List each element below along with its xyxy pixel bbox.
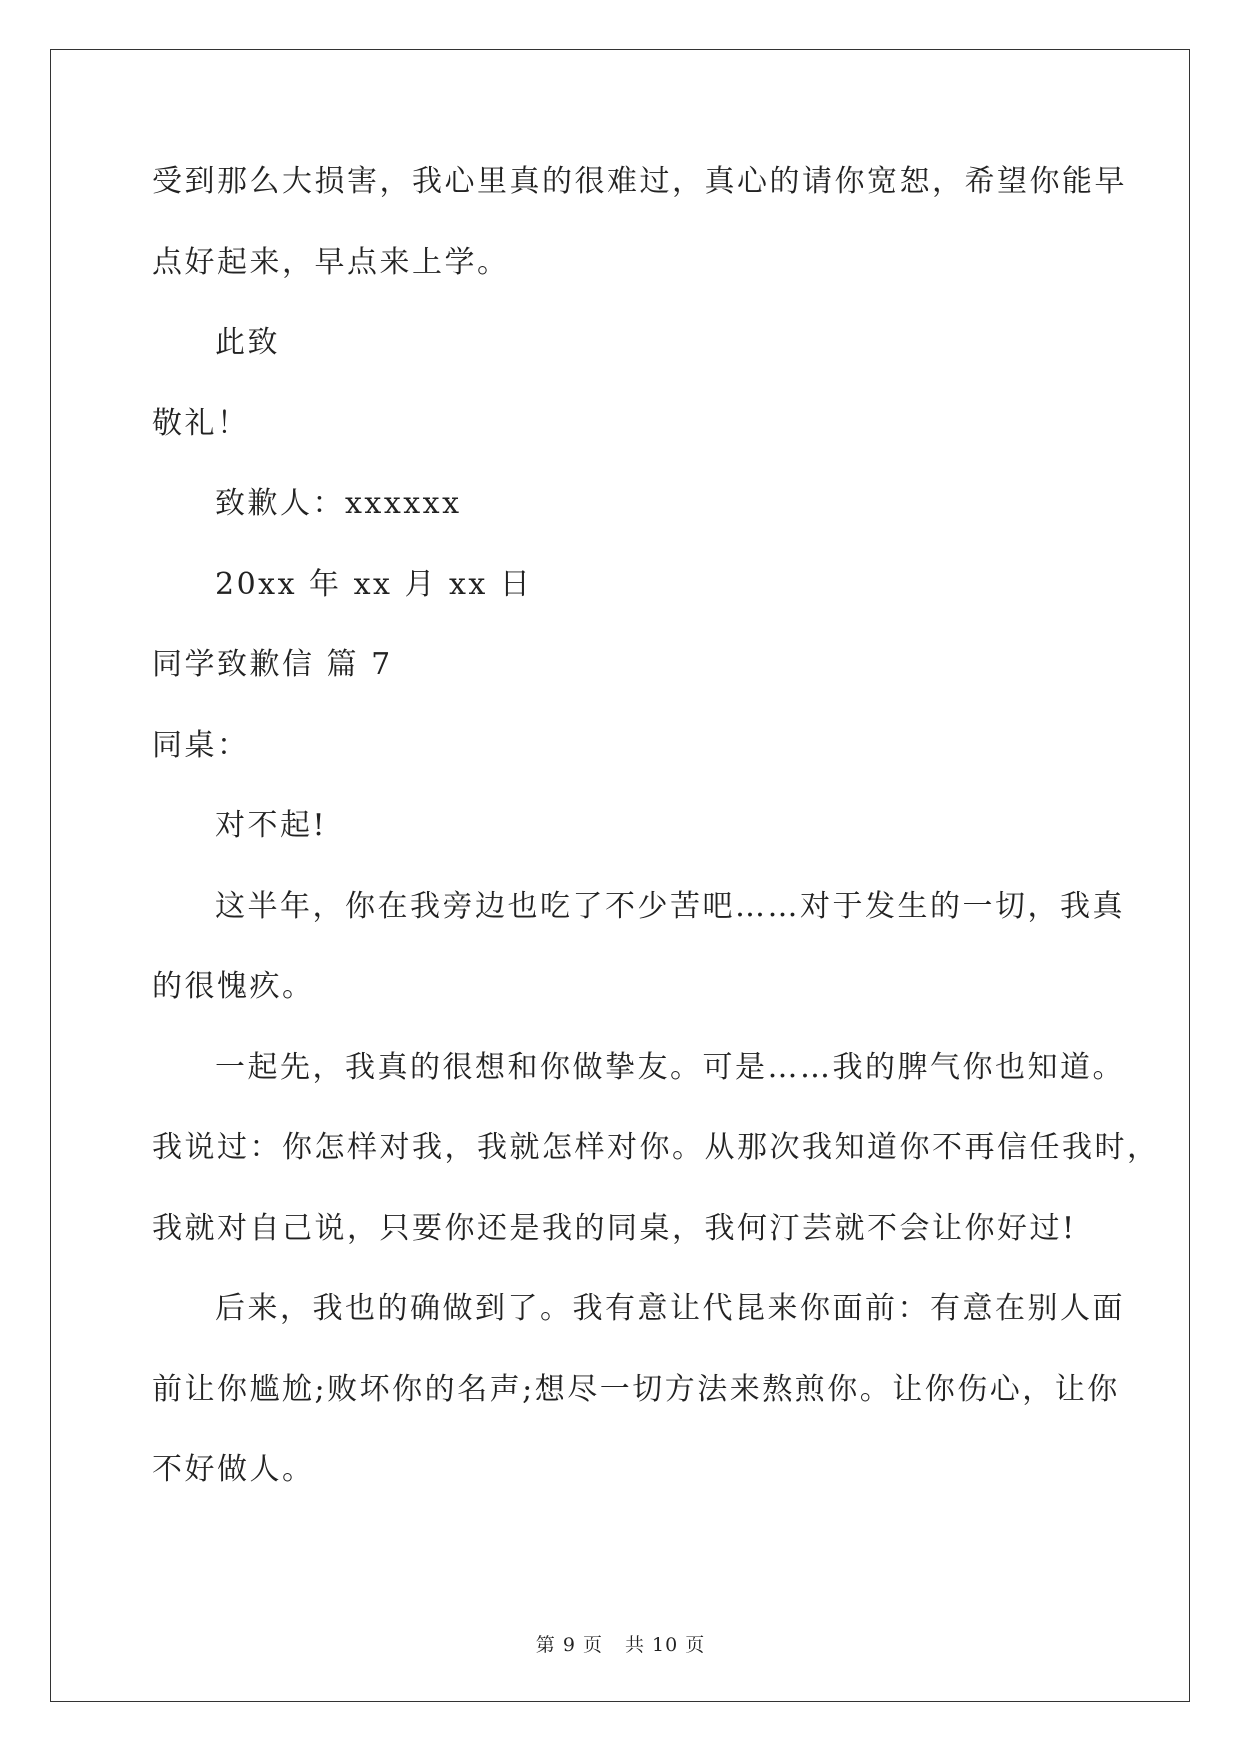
text-line: 对不起! [215,808,328,843]
date-line: 20xx 年 xx 月 xx 日 [215,566,533,602]
document-body [152,162,1160,1531]
text-line: 前让你尴尬;败坏你的名声;想尽一切方法来熬煎你。让你伤心，让你 [152,1371,1120,1407]
text-line: 一起先，我真的很想和你做挚友。可是……我的脾气你也知道。 [215,1049,1125,1085]
signature-line: 致歉人：xxxxxx [215,486,462,521]
page-total: 共 10 页 [624,1634,706,1656]
text-line: 我说过：你怎样对我，我就怎样对你。从那次我知道你不再信任我时， [152,1130,1160,1165]
text-line: 受到那么大损害，我心里真的很难过，真心的请你宽恕，希望你能早 [152,164,1127,199]
text-line: 这半年，你在我旁边也吃了不少苦吧……对于发生的一切，我真 [215,888,1125,924]
closing-salutation: 此致 [215,325,280,360]
section-heading: 同学致歉信 篇 7 [152,647,393,682]
text-line: 的很愧疚。 [152,969,315,1004]
text-line: 点好起来，早点来上学。 [152,244,510,280]
closing-regards: 敬礼！ [152,405,250,441]
letter-recipient: 同桌： [152,727,250,763]
text-line: 后来，我也的确做到了。我有意让代昆来你面前：有意在别人面 [215,1291,1125,1326]
page-footer [0,1630,1241,1657]
page-number: 第 9 页 [535,1634,603,1656]
text-line: 不好做人。 [152,1452,315,1487]
text-line: 我就对自己说，只要你还是我的同桌，我何汀芸就不会让你好过! [152,1210,1077,1246]
